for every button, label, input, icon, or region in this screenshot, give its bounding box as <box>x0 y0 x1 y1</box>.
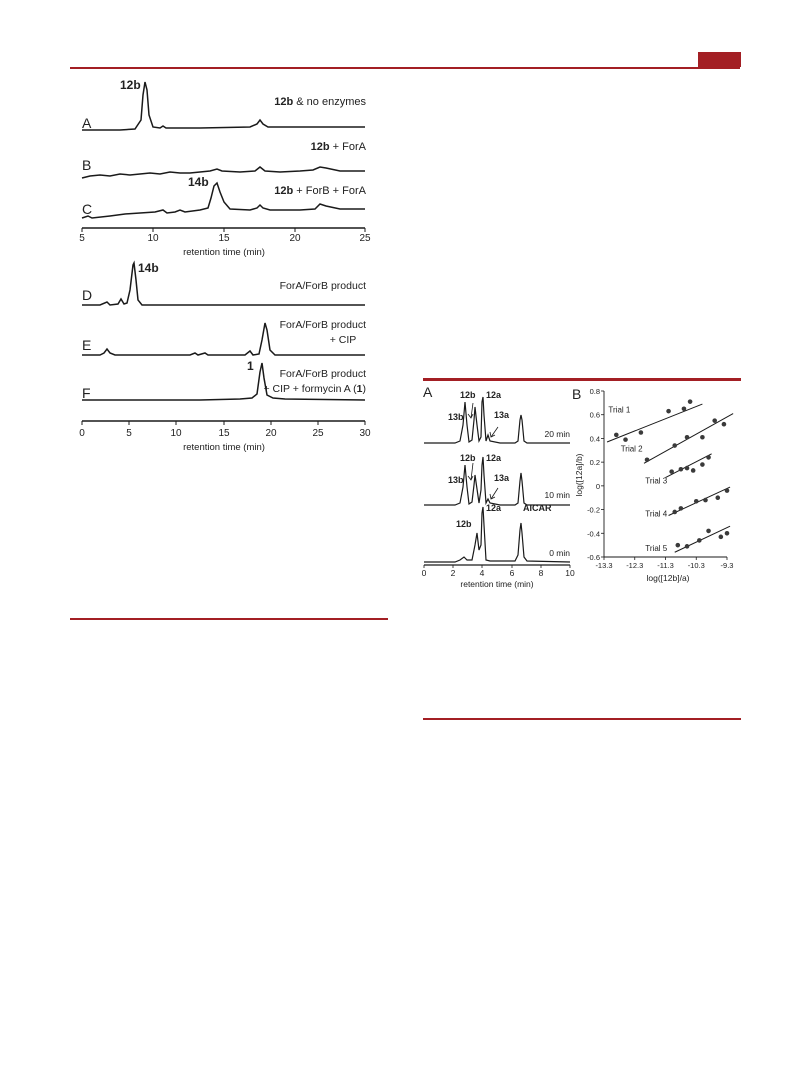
peak-13b-20min: 13b <box>448 412 464 422</box>
peak-13b-10min: 13b <box>448 475 464 485</box>
panel-letter-b-right: B <box>572 386 582 402</box>
right-caption-rule <box>423 378 741 381</box>
data-point <box>672 510 677 515</box>
data-point <box>679 506 684 511</box>
x-tick-label: 8 <box>538 568 544 578</box>
trial-label: Trial 1 <box>608 405 631 415</box>
data-point <box>623 437 628 442</box>
panel-letter-a: A <box>82 115 92 131</box>
data-point <box>725 488 730 493</box>
peak-aicar: AICAR <box>523 503 552 513</box>
x-tick-label: 10 <box>565 568 575 578</box>
y-tick-label: 0.8 <box>589 387 600 396</box>
panel-letter-e: E <box>82 337 92 353</box>
x-tick-label: 4 <box>479 568 485 578</box>
trial-label: Trial 5 <box>645 544 668 554</box>
panel-a-label: 12b & no enzymes <box>274 96 366 108</box>
peak-label-14b: 14b <box>188 175 209 189</box>
panel-letter-f: F <box>82 385 91 401</box>
peak-13a-10min: 13a <box>494 473 510 483</box>
x-tick-label: 6 <box>509 568 515 578</box>
peak-12a-10min: 12a <box>486 453 502 463</box>
trial-label: Trial 2 <box>620 444 643 454</box>
trial-label: Trial 3 <box>645 476 668 486</box>
x-tick-label: 0 <box>421 568 427 578</box>
panel-letter-c: C <box>82 201 93 217</box>
trace-0min <box>424 507 570 562</box>
data-point <box>672 443 677 448</box>
peak-12a-0min: 12a <box>486 503 502 513</box>
x-tick-label: -12.3 <box>626 561 644 570</box>
peak-label-12b: 12b <box>120 78 141 92</box>
data-point <box>691 468 696 473</box>
x-tick-label: 25 <box>359 233 371 244</box>
data-point <box>697 538 702 543</box>
panel-c-label: 12b + ForB + ForA <box>274 185 366 197</box>
y-tick-label: 0.2 <box>589 458 600 468</box>
x-axis-label-bottom: retention time (min) <box>183 442 265 453</box>
panel-e-label-line1: ForA/ForB product <box>279 319 366 331</box>
data-point <box>639 430 644 435</box>
data-point <box>715 495 720 500</box>
x-tick-label: 0 <box>79 428 85 439</box>
panel-d-label: ForA/ForB product <box>279 280 366 292</box>
x-tick-label: 20 <box>289 233 301 244</box>
data-point <box>669 469 674 474</box>
panel-f-label-line2: + CIP + formycin A (1) <box>263 383 366 395</box>
peak-13a-20min: 13a <box>494 410 510 420</box>
fit-line <box>669 487 731 515</box>
data-point <box>706 455 711 460</box>
data-point <box>700 435 705 440</box>
data-point <box>700 462 705 467</box>
panel-letter-a-right: A <box>423 385 433 400</box>
trace-b <box>82 167 365 178</box>
fit-line <box>675 526 730 552</box>
x-tick-label: 25 <box>312 428 324 439</box>
data-point <box>706 529 711 534</box>
panel-b-label: 12b + ForA <box>310 141 366 153</box>
peak-label-1: 1 <box>247 359 254 373</box>
data-point <box>666 409 671 414</box>
data-point <box>614 433 619 438</box>
time-label-20min: 20 min <box>544 429 570 439</box>
x-tick-label: 15 <box>218 428 230 439</box>
x-tick-label: 15 <box>218 233 230 244</box>
y-tick-label: -0.4 <box>587 529 600 539</box>
y-tick-label: 0.6 <box>589 410 600 420</box>
data-point <box>722 422 727 427</box>
x-tick-label: 10 <box>170 428 182 439</box>
trial-label: Trial 4 <box>645 509 668 519</box>
data-point <box>645 457 650 462</box>
x-tick-label: 10 <box>147 233 159 244</box>
left-section-rule <box>70 618 388 620</box>
hplc-figure-left <box>0 0 400 470</box>
x-tick-label: 5 <box>126 428 132 439</box>
x-tick-label: -9.3 <box>720 561 734 570</box>
x-axis-label-top: retention time (min) <box>183 247 265 258</box>
x-axis-label-right-a: retention time (min) <box>460 579 534 589</box>
data-point <box>685 466 690 471</box>
x-axis-label-scatter: log([12b]/a) <box>646 573 690 583</box>
panel-letter-d: D <box>82 287 93 303</box>
peak-12a-20min: 12a <box>486 390 502 400</box>
x-tick-label: -13.3 <box>595 561 613 570</box>
panel-f-label-line1: ForA/ForB product <box>279 368 366 380</box>
x-tick-label: 20 <box>265 428 277 439</box>
y-tick-label: -0.6 <box>587 553 600 562</box>
x-tick-label: -10.3 <box>687 561 705 570</box>
time-label-0min: 0 min <box>549 548 570 558</box>
peak-12b-10min: 12b <box>460 453 476 463</box>
hplc-figure-right-a <box>420 385 580 590</box>
panel-e-label-line2: + CIP <box>329 334 357 346</box>
data-point <box>725 531 730 536</box>
data-point <box>679 467 684 472</box>
data-point <box>712 418 717 423</box>
y-axis-label-scatter: log([12a]/b) <box>574 453 584 497</box>
y-tick-label: -0.2 <box>587 505 600 515</box>
fit-line <box>666 454 712 478</box>
data-point <box>682 406 687 411</box>
y-tick-label: 0.4 <box>589 434 600 444</box>
peak-12b-0min: 12b <box>456 519 472 529</box>
x-tick-label: 5 <box>79 233 85 244</box>
right-section-rule <box>423 718 741 720</box>
data-point <box>694 499 699 504</box>
data-point <box>719 535 724 540</box>
data-point <box>685 544 690 549</box>
panel-letter-b: B <box>82 157 92 173</box>
x-tick-label: 30 <box>359 428 371 439</box>
data-point <box>703 498 708 503</box>
data-point <box>685 435 690 440</box>
peak-12b-20min: 12b <box>460 390 476 400</box>
y-tick-label: 0 <box>595 481 600 491</box>
x-tick-label: -11.3 <box>657 561 674 570</box>
peak-label-14b-d: 14b <box>138 261 159 275</box>
data-point <box>688 399 693 404</box>
x-tick-label: 2 <box>450 568 456 578</box>
time-label-10min: 10 min <box>544 490 570 500</box>
header-accent-block <box>698 52 741 67</box>
scatter-plot <box>570 385 750 595</box>
data-point <box>676 543 681 548</box>
